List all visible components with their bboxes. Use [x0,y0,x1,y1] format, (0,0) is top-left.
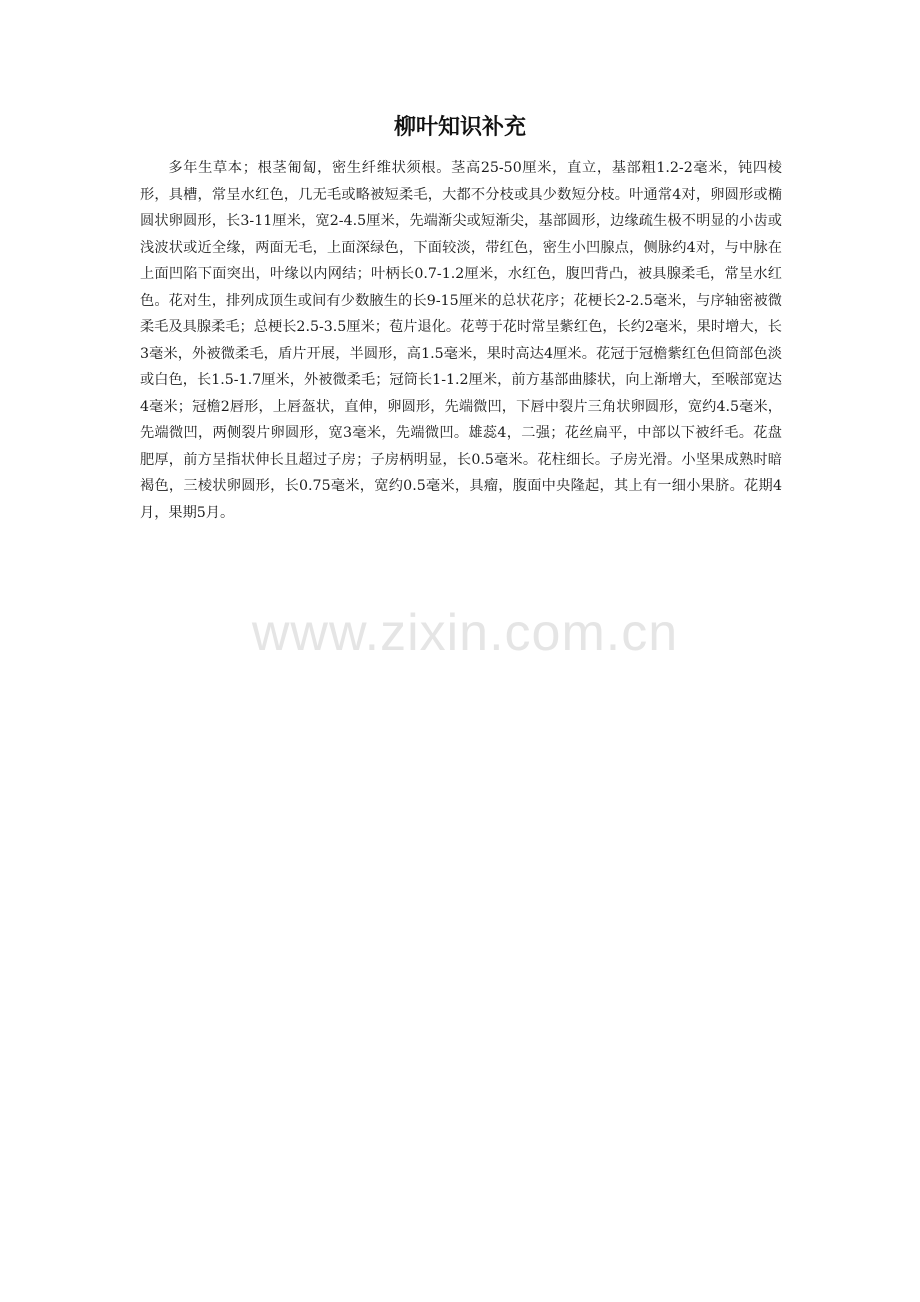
document-title: 柳叶知识补充 [393,115,526,140]
body-paragraph: 多年生草本；根茎匍匐，密生纤维状须根。茎高25-50厘米，直立，基部粗1.2-2毫米，钝四棱形，具槽，常呈水红色，几无毛或略被短柔毛，大都不分枝或具少数短分枝。叶通常4对，卵圆形或椭圆状卵圆形，长3-11厘米，宽2-4.5厘米，先端渐尖或短渐尖，基部圆形，边缘疏生极不明显的小齿或浅波状或近全缘，两面无毛，上面深绿色，下面较淡，带红色，密生小凹腺点，侧脉约4对，与中脉在上面凹陷下面突出，叶缘以内网结；叶柄长0.7-1.2厘米，水红色，腹凹背凸，被具腺柔毛，常呈水红色。花对生，排列成顶生或间有少数腋生的长9-15厘米的总状花序；花梗长2-2.5毫米，与序轴密被微柔毛及具腺柔毛；总梗长2.5-3.5厘米；苞片退化。花萼于花时常呈紫红色，长约2毫米，果时增大，长3毫米，外被微柔毛，盾片开展，半圆形，高1.5毫米，果时高达4厘米。花冠于冠檐紫红色但筒部色淡或白色，长1.5-1.7厘米，外被微柔毛；冠筒长1-1.2厘米，前方基部曲膝状，向上渐增大，至喉部宽达4毫米；冠檐2唇形，上唇盔状，直伸，卵圆形，先端微凹，下唇中裂片三角状卵圆形，宽约4.5毫米，先端微凹，两侧裂片卵圆形，宽3毫米，先端微凹。雄蕊4，二强；花丝扁平，中部以下被纤毛。花盘肥厚，前方呈指状伸长且超过子房；子房柄明显，长0.5毫米。花柱细长。子房光滑。小坚果成熟时暗褐色，三棱状卵圆形，长0.75毫米，宽约0.5毫米，具瘤，腹面中央隆起，其上有一细小果脐。花期4月，果期5月。 [140,160,782,521]
watermark-text: www.zixin.com.cn [251,604,679,662]
